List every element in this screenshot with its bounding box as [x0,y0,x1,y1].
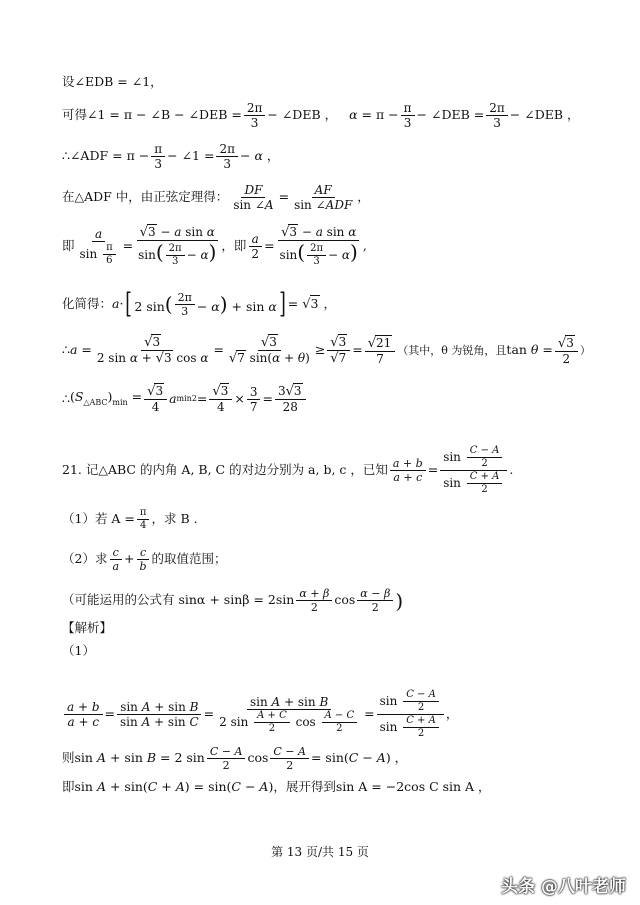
watermark: 头条 @八叶老师 [501,877,626,897]
text: （1）若 A = [62,511,135,527]
text: （2）求 [62,551,108,567]
text: ∴ [62,390,70,406]
text: 在△ADF 中，由正弦定理得： [62,189,229,205]
text: （其中，θ 为锐角，且 [397,344,507,357]
solution-line-2: 可得 ∠1 = π − ∠B − ∠DEB = $\frac{2\pi}{3}$ − ∠DEB ， α = π − $\frac{\pi}{3}$ − ∠DEB = $\frac{2\pi}{3}$ − ∠DEB ， [62,101,580,130]
text: 即 [62,779,75,794]
text: ，即 [221,238,247,254]
text: △ABC 的内角 A, B, C 的对边分别为 a, b, c ，已知 [98,462,388,478]
text: cos [334,592,356,608]
text: 设∠EDB = ∠1， [62,74,163,89]
page-footer: 第 13 页/共 15 页 [271,845,369,859]
solution-line-1 [62,76,600,89]
solution-line-6: 化简得： a · [ 2 sin( $\frac{2\pi}{3}$ − α) + sin α ] = √3 ， [62,287,336,320]
solution-line-7: ∴ a = $\frac{√3}{\text{2 sin α + √3 cos α}}$ = $\frac{√3}{√7 \sin(\alpha + \theta)}$ ≥ $\frac{√3}{√7}$ = $\frac{√21}{7}$ （其中，θ 为锐角，且 tan θ = $\frac{√3}{2}$ ） [62,335,591,366]
analysis-equation-2: 则 sin A + sin B = 2 sin $\frac{C - A}{2}$ cos $\frac{C - A}{2}$ = sin(C − A) ， [62,745,408,772]
text: sin A = −2cos C sin A ， [335,779,491,794]
text: 即 [62,238,75,254]
text: （1） [62,643,95,658]
analysis-heading [62,622,600,635]
solution-line-3: ∴ ∠ADF = π − $\frac{\pi}{3}$ − ∠1 = $\frac{2\pi}{3}$ − α ， [62,142,280,171]
text: 化简得： [62,295,113,311]
question-21-stem: 21. 记 △ABC 的内角 A, B, C 的对边分别为 a, b, c ，已知 $\frac{a + b}{a + c}$ = sin $\frac{C - A}{2}$ sin $\frac{C + A}{2}$ . [62,445,514,495]
text: 的取值范围； [151,551,227,567]
text: ，求 B . [151,511,198,527]
text: 【解析】 [62,620,113,635]
analysis-equation-1: $\frac{a + b}{a + c}$ = $\frac{\text{sin A + sin B}}{\text{sin A + sin C}}$ = sin A + sin B 2 sin $\frac{A + C}{2}$ cos $\frac{A - C}{2}$ = sin $\frac{C - A}{2}$ sin $\frac{C + A}{2}$ ， [62,690,600,739]
text: （可能运用的公式有 sinα + sinβ = 2sin [62,592,295,608]
solution-line-4: 在△ADF 中，由正弦定理得： $\frac{DF}{\sin \angle A}$ = $\frac{AF}{\text{sin ∠ADF}}$ ， [62,183,370,212]
solution-line-8: ∴ $(S_{\triangle ABC})_{min}$ = $\frac{√3}{4}$ a min 2 = $\frac{√3}{4}$ × $\frac{3}{7}$ = $\frac{3√3}{28}$ [62,385,600,413]
formula-hint: （可能运用的公式有 sinα + sinβ = 2sin $\frac{\alpha + \beta}{2}$ cos $\frac{\alpha - \beta}{2}$ ) [62,587,404,614]
question-21-part-1: （1）若 A = $\frac{\pi}{4}$ ，求 B . [62,507,198,531]
solution-line-5: 即 a sin $\frac{\pi}{6}$ = √3 − a sin α sin( $\frac{2\pi}{3}$ − α) ，即 $\frac{a}{2}$ = √3 − a sin α sin( $\frac{2\pi}{3}$ − α) , [62,225,367,267]
question-number: 21. 记 [62,462,99,478]
text: ∴ [62,342,70,358]
analysis-part-1 [62,645,600,658]
question-21-part-2: （2）求 $\frac{c}{a}$ + $\frac{c}{b}$ 的取值范围； [62,546,227,573]
text: ，展开得到 [273,779,336,794]
analysis-equation-3: 即 sin A + sin(C + A) = sin(C − A) ，展开得到 sin A = −2cos C sin A ， [62,779,491,794]
text: ） [579,344,591,357]
text: 则 [62,750,75,766]
text: ∴ [62,148,70,164]
text: 可得 [62,107,88,123]
